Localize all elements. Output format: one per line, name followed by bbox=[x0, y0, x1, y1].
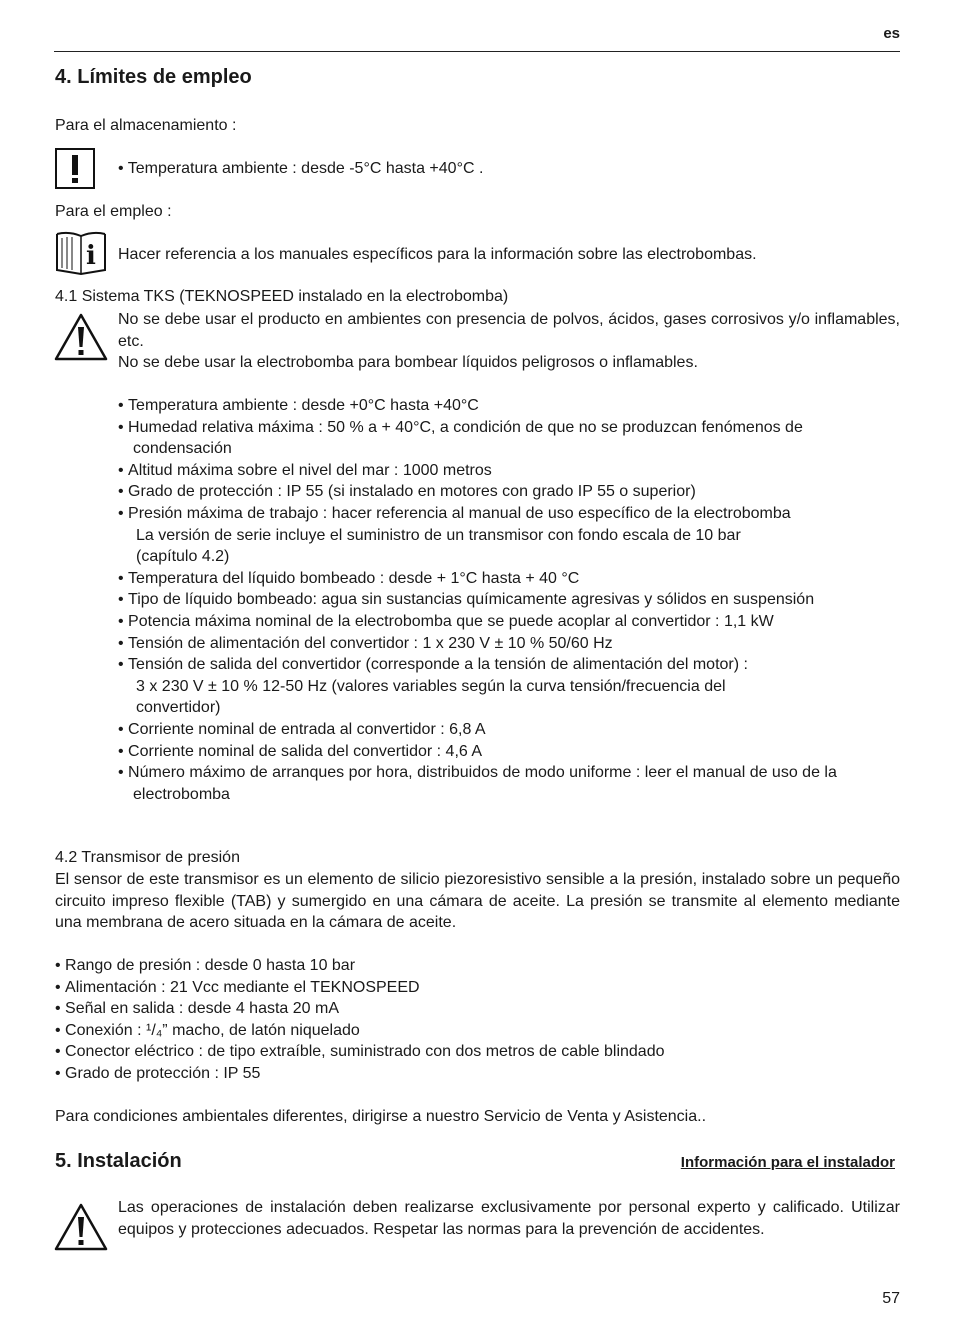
svg-text:i: i bbox=[86, 241, 96, 271]
list-item: • Número máximo de arranques por hora, distribuidos de modo uniforme : leer el manual de uso de la electrobomba bbox=[118, 762, 903, 805]
section-4-title: 4. Límites de empleo bbox=[55, 66, 252, 88]
list-item: • Tensión de alimentación del convertidor : 1 x 230 V ± 10 % 50/60 Hz bbox=[118, 633, 903, 655]
use-note: Hacer referencia a los manuales específicos para la información sobre las electrobombas. bbox=[118, 246, 757, 263]
list-item: • Potencia máxima nominal de la electrobomba que se puede acoplar al convertidor : 1,1 kW bbox=[118, 611, 903, 633]
page-number: 57 bbox=[882, 1290, 900, 1307]
language-code: es bbox=[883, 25, 900, 42]
storage-label: Para el almacenamiento : bbox=[55, 117, 237, 134]
list-item-text: Tensión de salida del convertidor (corresponde a la tensión de alimentación del motor) : bbox=[128, 656, 748, 674]
list-item: • Tipo de líquido bombeado: agua sin sustancias químicamente agresivas y sólidos en suspensión bbox=[118, 589, 903, 611]
transmitter-description: El sensor de este transmisor es un elemento de silicio piezoresistivo sensible a la presión, instalado sobre un pequeño circuito impreso flexible (TAB) y sumergido en una cámara de aceite. La presión se transmite al elemento mediante una membrana de acero situada en la cámara de aceite. bbox=[55, 871, 900, 932]
warning-products: No se debe usar el producto en ambientes con presencia de polvos, ácidos, gases corrosivos y/o inflamables, etc. bbox=[118, 311, 900, 350]
list-item: • Corriente nominal de entrada al convertidor : 6,8 A bbox=[118, 719, 903, 741]
list-item: • Grado de protección : IP 55 bbox=[55, 1063, 900, 1085]
warning-triangle-icon bbox=[54, 313, 108, 361]
manual-info-icon bbox=[54, 230, 108, 276]
section-4-2-title: 4.2 Transmisor de presión bbox=[55, 849, 240, 866]
section-5-title: 5. Instalación bbox=[55, 1150, 182, 1172]
storage-temperature-item: • Temperatura ambiente : desde -5°C hasta +40°C . bbox=[118, 160, 484, 177]
list-item: • Humedad relativa máxima : 50 % a + 40°C, a condición de que no se produzcan fenómenos de condensación bbox=[118, 417, 903, 460]
installer-info-heading: Información para el instalador bbox=[680, 1154, 895, 1171]
use-label: Para el empleo : bbox=[55, 203, 172, 220]
list-item bbox=[118, 654, 903, 719]
list-item: • Conexión : ¹/₄” macho, de latón niquelado bbox=[55, 1020, 900, 1042]
header-rule bbox=[54, 51, 900, 52]
list-item: • Temperatura ambiente : desde +0°C hasta +40°C bbox=[118, 395, 903, 417]
list-item: • Conector eléctrico : de tipo extraíble, suministrado con dos metros de cable blindado bbox=[55, 1041, 900, 1063]
list-item: • Señal en salida : desde 4 hasta 20 mA bbox=[55, 998, 900, 1020]
list-item: • Altitud máxima sobre el nivel del mar : 1000 metros bbox=[118, 460, 903, 482]
list-item-continuation: convertidor) bbox=[136, 699, 221, 717]
list-item: • Grado de protección : IP 55 (si instalado en motores con grado IP 55 o superior) bbox=[118, 481, 903, 503]
list-item-continuation: 3 x 230 V ± 10 % 12-50 Hz (valores variables según la curva tensión/frecuencia del bbox=[136, 677, 726, 695]
warning-liquids: No se debe usar la electrobomba para bombear líquidos peligrosos o inflamables. bbox=[118, 354, 698, 371]
service-note: Para condiciones ambientales diferentes, dirigirse a nuestro Servicio de Venta y Asistencia.. bbox=[55, 1108, 707, 1125]
warning-triangle-icon bbox=[54, 1203, 108, 1251]
list-item: • Alimentación : 21 Vcc mediante el TEKNOSPEED bbox=[55, 977, 900, 999]
transmitter-spec-list bbox=[55, 955, 900, 1085]
installation-warning: Las operaciones de instalación deben realizarse exclusivamente por personal experto y calificado. Utilizar equipos y protecciones adecuados. Respetar las normas para la prevención de accidentes. bbox=[118, 1199, 900, 1238]
list-item-continuation: (capítulo 4.2) bbox=[136, 548, 230, 566]
list-item: • Corriente nominal de salida del convertidor : 4,6 A bbox=[118, 741, 903, 763]
list-item: • Temperatura del líquido bombeado : desde + 1°C hasta + 40 °C bbox=[118, 568, 903, 590]
list-item: • Rango de presión : desde 0 hasta 10 bar bbox=[55, 955, 900, 977]
list-item-continuation: La versión de serie incluye el suministro de un transmisor con fondo escala de 10 bar bbox=[136, 526, 741, 544]
tks-spec-list bbox=[118, 395, 903, 805]
exclamation-box-icon bbox=[55, 148, 95, 189]
list-item-text: Presión máxima de trabajo : hacer referencia al manual de uso específico de la electrobomba bbox=[128, 504, 791, 522]
section-4-1-title: 4.1 Sistema TKS (TEKNOSPEED instalado en la electrobomba) bbox=[55, 288, 509, 305]
list-item bbox=[118, 503, 903, 568]
